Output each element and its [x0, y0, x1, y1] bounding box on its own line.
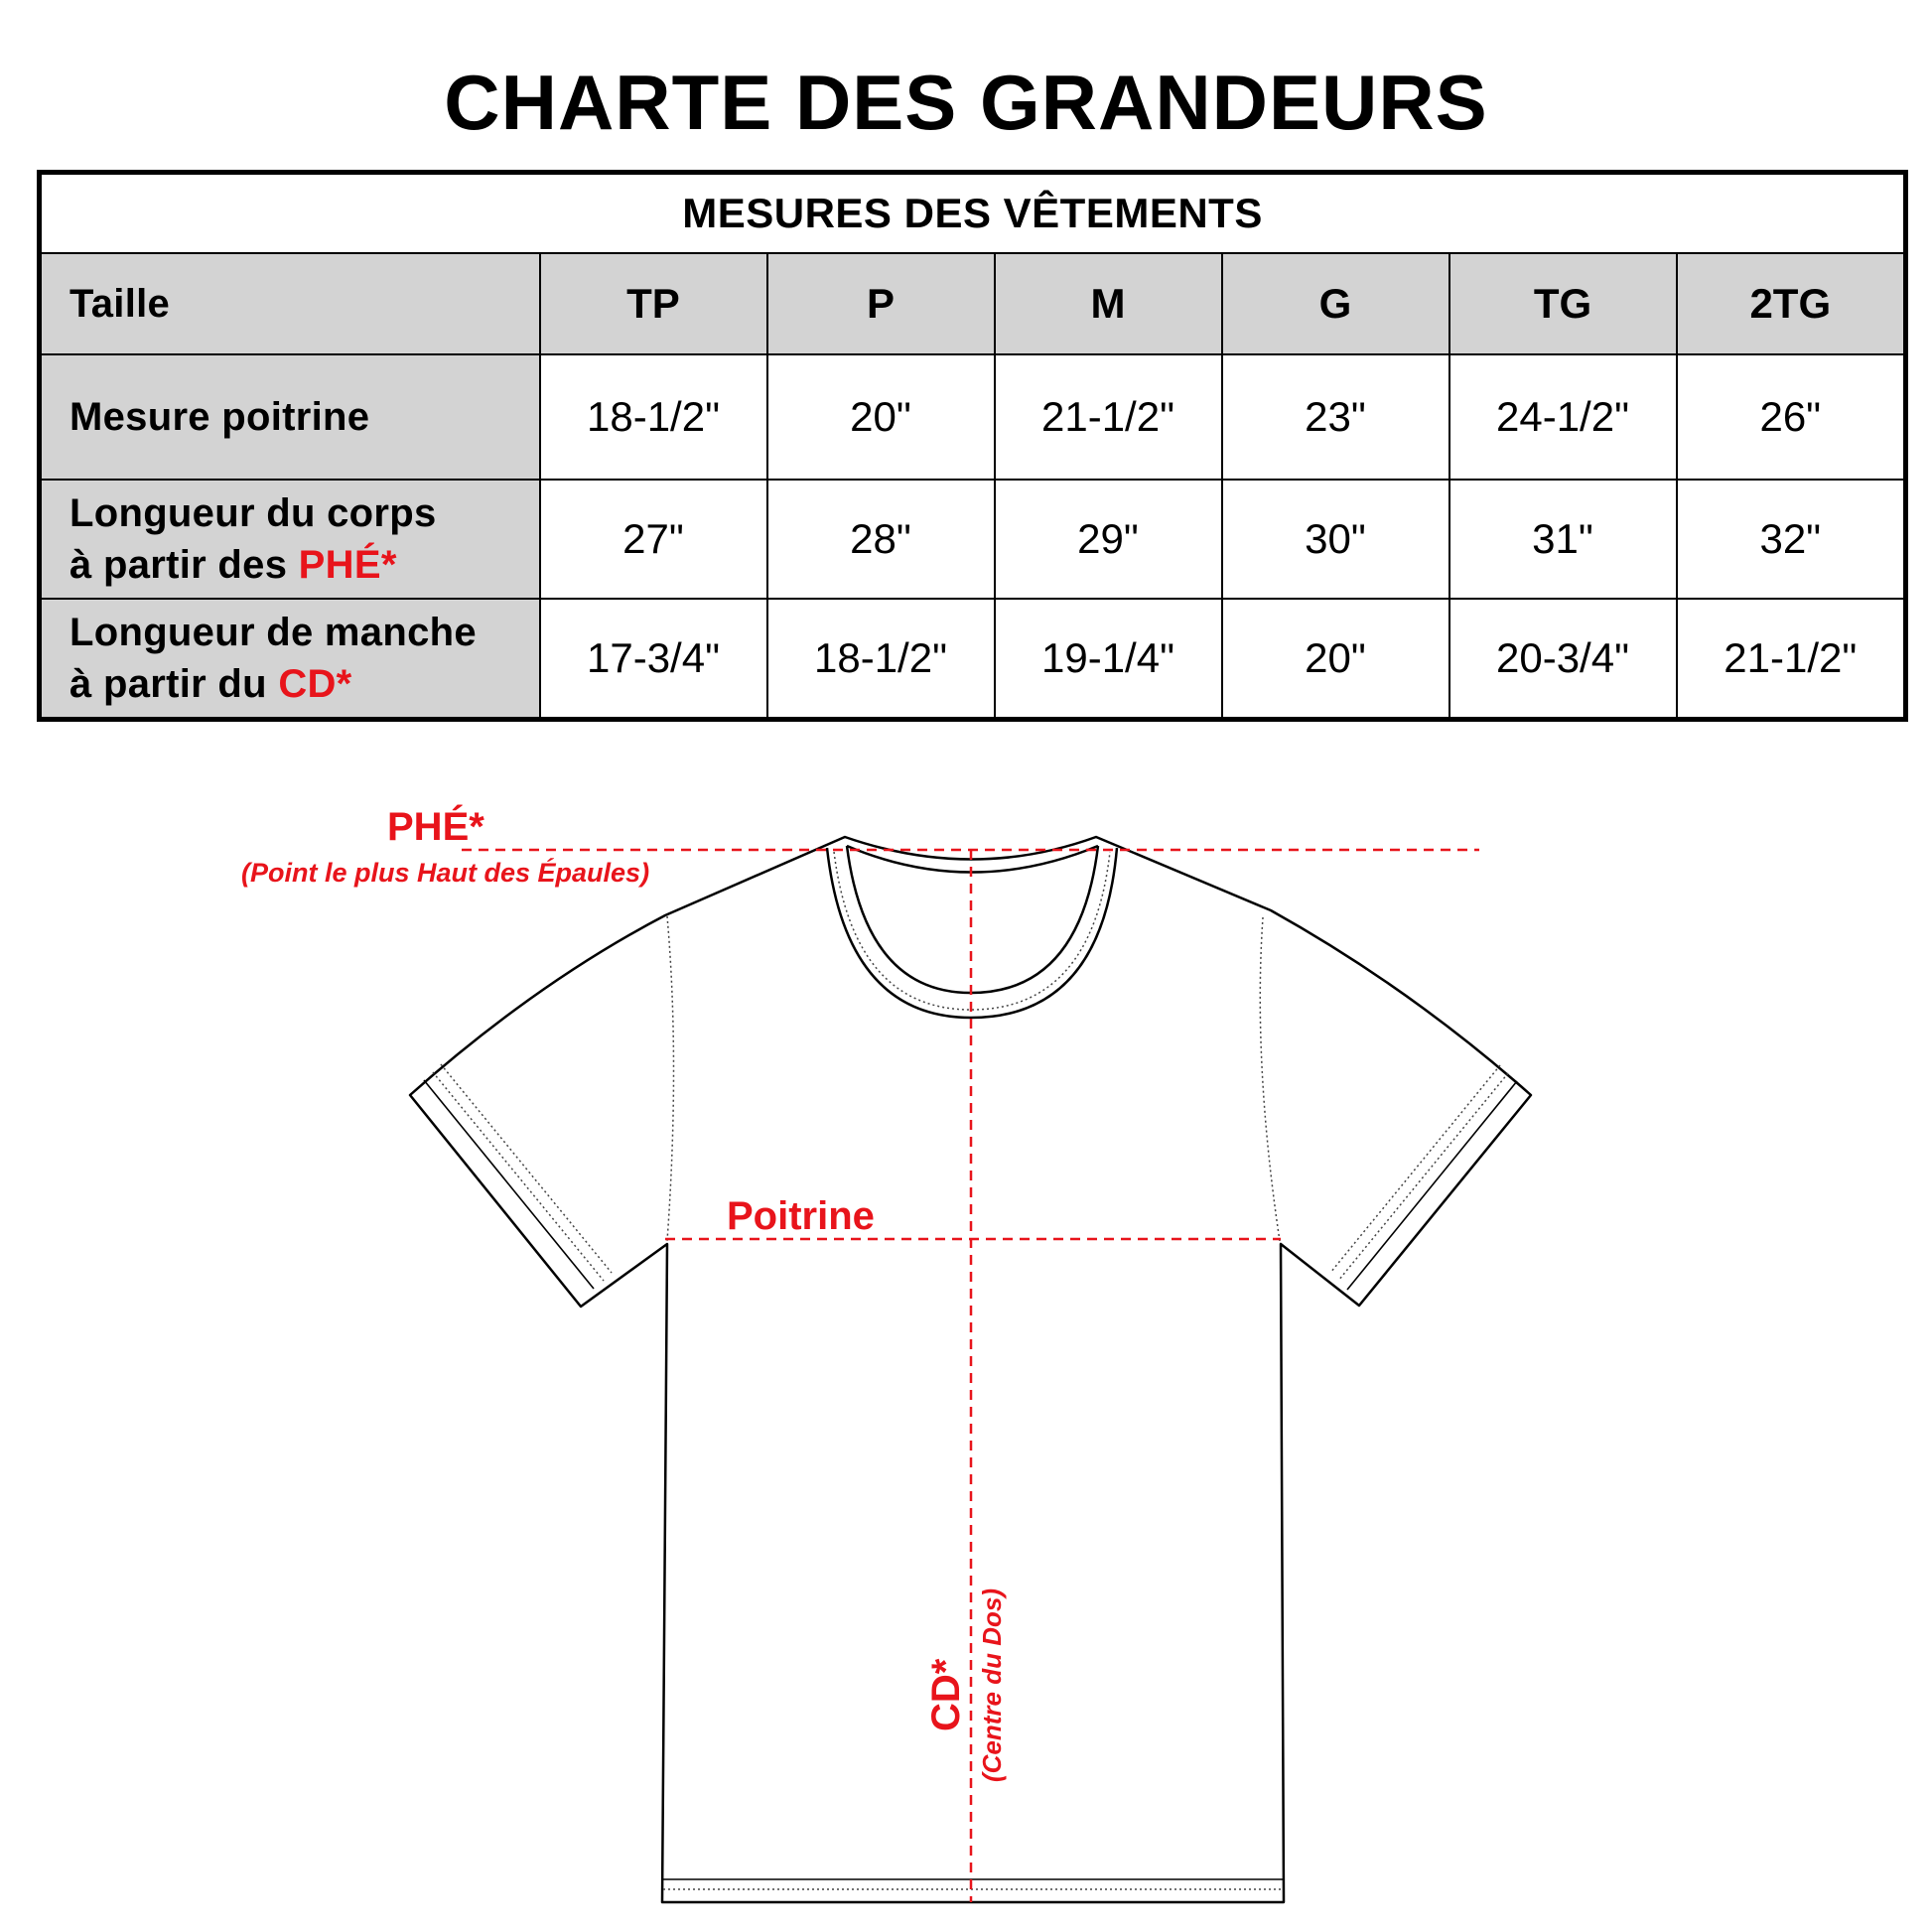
table-caption: MESURES DES VÊTEMENTS	[40, 173, 1906, 254]
table-cell: 26"	[1677, 354, 1906, 480]
measurement-lines	[462, 850, 1479, 1902]
left-cuff-line	[424, 1080, 594, 1289]
size-header-m: M	[995, 253, 1222, 354]
tshirt-body-outline	[410, 837, 1531, 1902]
table-cell: 32"	[1677, 480, 1906, 599]
left-cuff-stitch-2	[441, 1064, 612, 1273]
row-label-line1: Longueur du corps	[69, 491, 437, 535]
table-cell: 28"	[767, 480, 995, 599]
table-cell: 21-1/2"	[995, 354, 1222, 480]
table-cell: 21-1/2"	[1677, 599, 1906, 720]
table-cell: 20"	[767, 354, 995, 480]
row-label-chest: Mesure poitrine	[40, 354, 540, 480]
table-cell: 27"	[540, 480, 767, 599]
table-cell: 18-1/2"	[767, 599, 995, 720]
chest-label: Poitrine	[727, 1194, 875, 1238]
tshirt-outline	[410, 837, 1531, 1902]
table-cell: 19-1/4"	[995, 599, 1222, 720]
size-header-label: Taille	[40, 253, 540, 354]
right-cuff-stitch-1	[1338, 1073, 1508, 1281]
right-cuff-line	[1347, 1081, 1517, 1290]
size-header-2tg: 2TG	[1677, 253, 1906, 354]
collar-inner	[847, 846, 1098, 993]
table-cell: 20-3/4"	[1449, 599, 1677, 720]
row-label-line2-prefix: à partir des	[69, 543, 288, 587]
armhole-stitch-left	[667, 916, 674, 1241]
size-header-tp: TP	[540, 253, 767, 354]
table-cell: 31"	[1449, 480, 1677, 599]
phe-label: PHÉ*	[387, 805, 484, 849]
table-cell: 24-1/2"	[1449, 354, 1677, 480]
row-label-line1: Longueur de manche	[69, 611, 477, 654]
size-header-g: G	[1222, 253, 1449, 354]
cd-highlight: CD*	[278, 662, 352, 706]
size-header-tg: TG	[1449, 253, 1677, 354]
table-cell: 30"	[1222, 480, 1449, 599]
page-title: CHARTE DES GRANDEURS	[444, 59, 1488, 146]
cd-note: (Centre du Dos)	[977, 1588, 1007, 1782]
phe-note: (Point le plus Haut des Épaules)	[241, 858, 650, 888]
size-header-p: P	[767, 253, 995, 354]
table-cell: 17-3/4"	[540, 599, 767, 720]
right-cuff-stitch-2	[1330, 1065, 1500, 1273]
table-cell: 23"	[1222, 354, 1449, 480]
phe-highlight: PHÉ*	[298, 543, 397, 587]
table-cell: 18-1/2"	[540, 354, 767, 480]
cd-label: CD*	[924, 1658, 968, 1731]
row-label-line2-prefix: à partir du	[69, 662, 267, 706]
left-cuff-stitch-1	[433, 1072, 604, 1281]
table-cell: 20"	[1222, 599, 1449, 720]
armhole-stitch-right	[1260, 917, 1280, 1241]
table-cell: 29"	[995, 480, 1222, 599]
